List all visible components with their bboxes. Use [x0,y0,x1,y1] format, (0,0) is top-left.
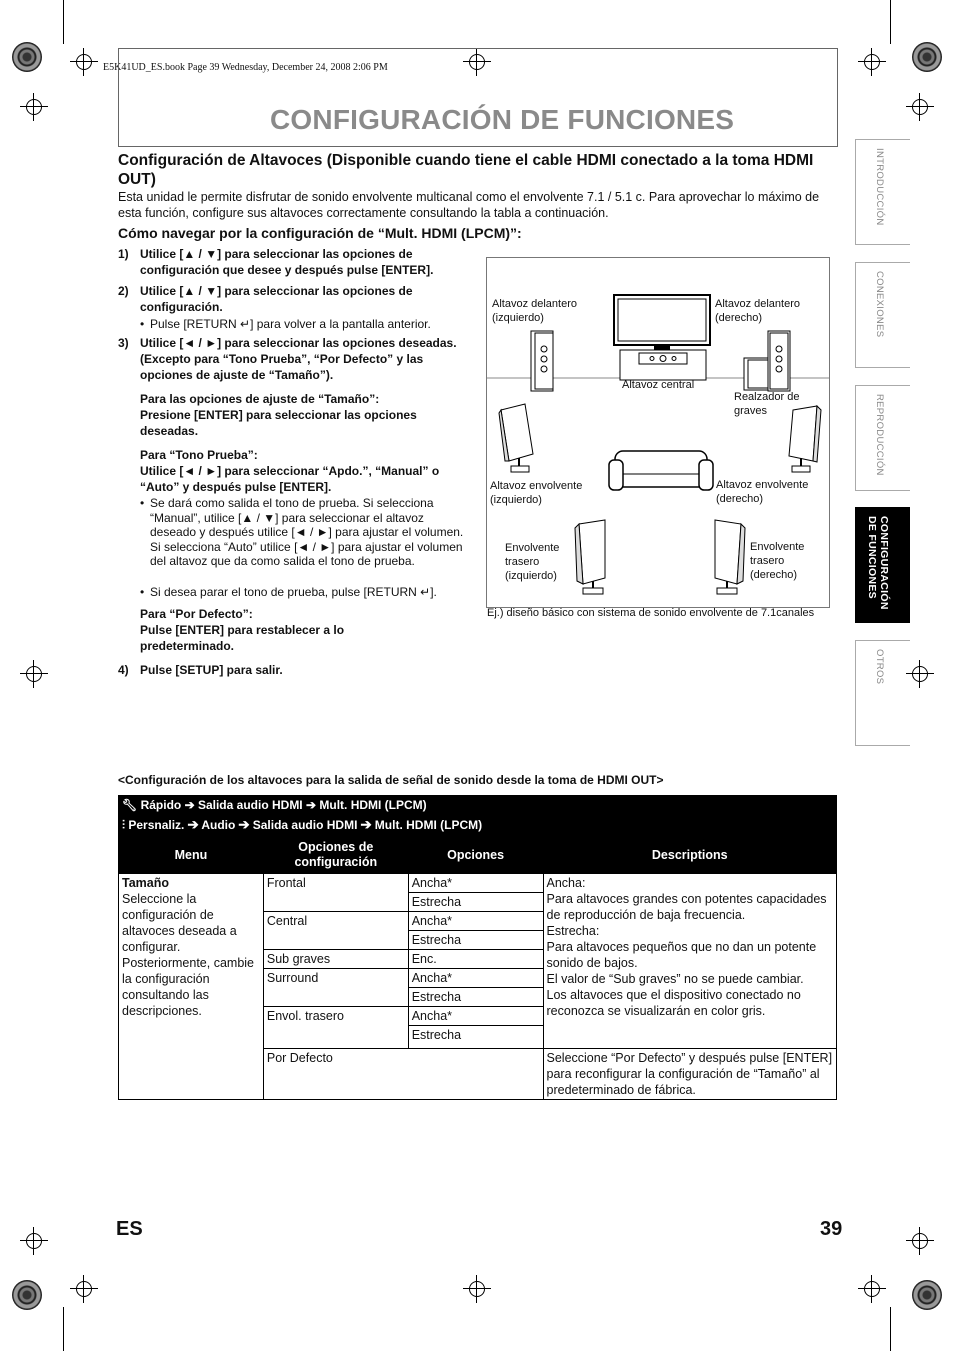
tab-reproduccion[interactable] [855,385,910,491]
tv-icon [614,295,710,380]
size-instructions [140,391,470,439]
crosshair-icon [70,48,98,76]
speaker-layout-diagram [486,257,830,608]
value-cell: Ancha* [408,874,543,893]
crop-line [890,0,891,44]
label-front-left: Altavoz delantero (izquierdo) [492,298,577,324]
default-description: Seleccione “Por Defecto” y después pulse [ENTER] para reconfigurar la configuración de “Tamaño” al predeterminado de fábrica. [543,1049,837,1100]
tab-label: INTRODUCCIÓN [874,148,885,226]
option-central: Central [263,912,408,950]
tab-label: CONEXIONES [874,271,885,338]
label-front-right: Altavoz delantero (derecho) [715,298,800,324]
default-title: Para “Por Defecto”: [140,607,253,621]
menu-description: Seleccione la configuración de altavoces deseada a configurar. Posteriormente, cambie la configuración consultando las descripciones. [122,892,255,1018]
crosshair-icon [70,1275,98,1303]
step-number: 4) [118,663,129,677]
page-number: 39 [820,1218,843,1240]
value-cell: Ancha* [408,969,543,988]
tone-title: Para “Tono Prueba”: [140,448,258,462]
option-envol-trasero: Envol. trasero [263,1007,408,1049]
size-title: Para las opciones de ajuste de “Tamaño”: [140,392,380,406]
section-heading: Configuración de Altavoces (Disponible cuando tiene el cable HDMI conectado a la toma HDMI OUT) [118,152,814,188]
step-text: Utilice [◄ / ►] para seleccionar las opciones deseadas. (Excepto para “Tono Prueba”, “Por Defecto” y las opciones de ajuste de “Tamaño”). [140,336,457,382]
header-options: Opciones [408,837,543,874]
registration-mark-icon [12,1280,42,1310]
menu-cell [119,874,264,1100]
table-row [119,874,837,893]
header-menu: Menu [119,837,264,874]
tab-label: CONFIGURACIÓN DE FUNCIONES [866,516,890,610]
tab-otros[interactable] [855,640,910,746]
front-left-speaker-icon [531,331,553,391]
note-text: Pulse [RETURN ↵] para volver a la pantalla anterior. [150,317,431,331]
intro-paragraph: Esta unidad le permite disfrutar de sonido envolvente multicanal como el envolvente 7.1 / 5.1 c. Para aprovechar lo máximo de esta función, configure sus altavoces correctamente consultando la tabla a continuación. [118,190,820,220]
tab-label: REPRODUCCIÓN [874,394,885,476]
option-frontal: Frontal [263,874,408,912]
crosshair-icon [906,1227,934,1255]
value-cell: Estrecha [408,931,543,950]
crosshair-icon [20,660,48,688]
step-text: Pulse [SETUP] para salir. [140,663,283,677]
value-cell: Estrecha [408,988,543,1007]
crosshair-icon [20,93,48,121]
option-sub-graves: Sub graves [263,950,408,969]
label-rear-right: Envolvente trasero (derecho) [750,541,805,581]
subwoofer-icon [744,358,768,390]
rear-right-speaker-icon [715,520,745,594]
crop-line [890,1307,891,1351]
speaker-settings-table [118,836,837,1100]
page-language: ES [116,1218,143,1240]
custom-path: ⫶ Persnaliz. ➔ Audio ➔ Salida audio HDMI ➔ Mult. HDMI (LPCM) [122,818,483,832]
quick-path: 🔧︎ Rápido ➔ Salida audio HDMI ➔ Mult. HDMI (LPCM) [122,798,427,812]
registration-mark-icon [12,42,42,72]
value-cell: Ancha* [408,1007,543,1026]
option-surround: Surround [263,969,408,1007]
page-title: CONFIGURACIÓN DE FUNCIONES [270,104,735,135]
label-rear-left: Envolvente trasero (izquierdo) [505,542,560,582]
tab-introduccion[interactable] [855,139,910,245]
value-cell: Ancha* [408,912,543,931]
tab-label: OTROS [874,649,885,685]
crosshair-icon [906,93,934,121]
tab-conexiones[interactable] [855,262,910,368]
step-text: Utilice [▲ / ▼] para seleccionar las opciones de configuración. [140,284,413,314]
tone-instructions [140,447,470,495]
step-number: 3) [118,336,129,350]
step-number: 1) [118,247,129,261]
label-surround-right: Altavoz envolvente (derecho) [716,479,809,505]
value-cell: Estrecha [408,893,543,912]
wrench-icon: 🔧︎ [122,798,138,812]
diagram-caption: Ej.) diseño básico con sistema de sonido envolvente de 7.1canales [487,607,815,619]
size-description: Ancha: Para altavoces grandes con potentes capacidades de reproducción de baja frecuencia. Estrecha: Para altavoces pequeños que no dan un potente sonido de bajos. El valor de “Sub graves” no se puede cambiar. Los altavoces que el dispositivo conectado no reconozca se visualizarán en color gris. [543,874,837,1049]
menu-path-box [118,795,837,836]
front-right-speaker-icon [768,331,790,391]
crosshair-icon [858,48,886,76]
registration-mark-icon [912,1280,942,1310]
crosshair-icon [463,1275,491,1303]
rear-left-speaker-icon [575,520,605,594]
crosshair-icon [858,1275,886,1303]
tab-configuracion[interactable] [855,507,910,623]
crosshair-icon [906,660,934,688]
value-cell: Enc. [408,950,543,969]
label-subwoofer: Realzador de graves [734,391,800,417]
sofa-icon [609,451,713,490]
file-header: E5K41UD_ES.book Page 39 Wednesday, December 24, 2008 2:06 PM [103,62,388,73]
header-descriptions: Descriptions [543,837,837,874]
nav-heading: Cómo navegar por la configuración de “Mult. HDMI (LPCM)”: [118,225,522,241]
custom-settings-icon: ⫶ [122,818,126,832]
label-surround-left: Altavoz envolvente (izquierdo) [490,480,583,506]
value-cell: Estrecha [408,1026,543,1049]
default-instructions [140,606,470,654]
option-por-defecto: Por Defecto [263,1049,543,1100]
surround-left-speaker-icon [499,404,533,472]
crosshair-icon [20,1227,48,1255]
header-config-options: Opciones de configuración [263,837,408,874]
menu-title: Tamaño [122,876,169,890]
tone-text: Utilice [◄ / ►] para seleccionar “Apdo.”, “Manual” o “Auto” y después pulse [ENTER]. [140,464,440,494]
note-text: Se dará como salida el tono de prueba. Si selecciona “Manual”, utilice [▲ / ▼] para seleccionar el altavoz deseado y después utilice [◄ / ►] para ajustar el volumen. Si selecciona “Auto” utilice [◄ / ►] para ajustar el volumen del altavoz que da como salida el tono de prueba. [150,496,464,568]
size-text: Presione [ENTER] para seleccionar las opciones deseadas. [140,408,417,438]
step-text: Utilice [▲ / ▼] para seleccionar las opciones de configuración que desee y después pulse [ENTER]. [140,247,434,277]
center-speaker-icon [639,353,687,364]
label-center: Altavoz central [622,379,695,391]
step-number: 2) [118,284,129,298]
registration-mark-icon [912,42,942,72]
table-heading: <Configuración de los altavoces para la salida de señal de sonido desde la toma de HDMI OUT> [118,773,664,787]
crop-line [63,1307,64,1351]
note-text: Si desea parar el tono de prueba, pulse [RETURN ↵]. [150,585,437,599]
crop-line [63,0,64,44]
table-header-row [119,837,837,874]
default-text: Pulse [ENTER] para restablecer a lo predeterminado. [140,623,345,653]
